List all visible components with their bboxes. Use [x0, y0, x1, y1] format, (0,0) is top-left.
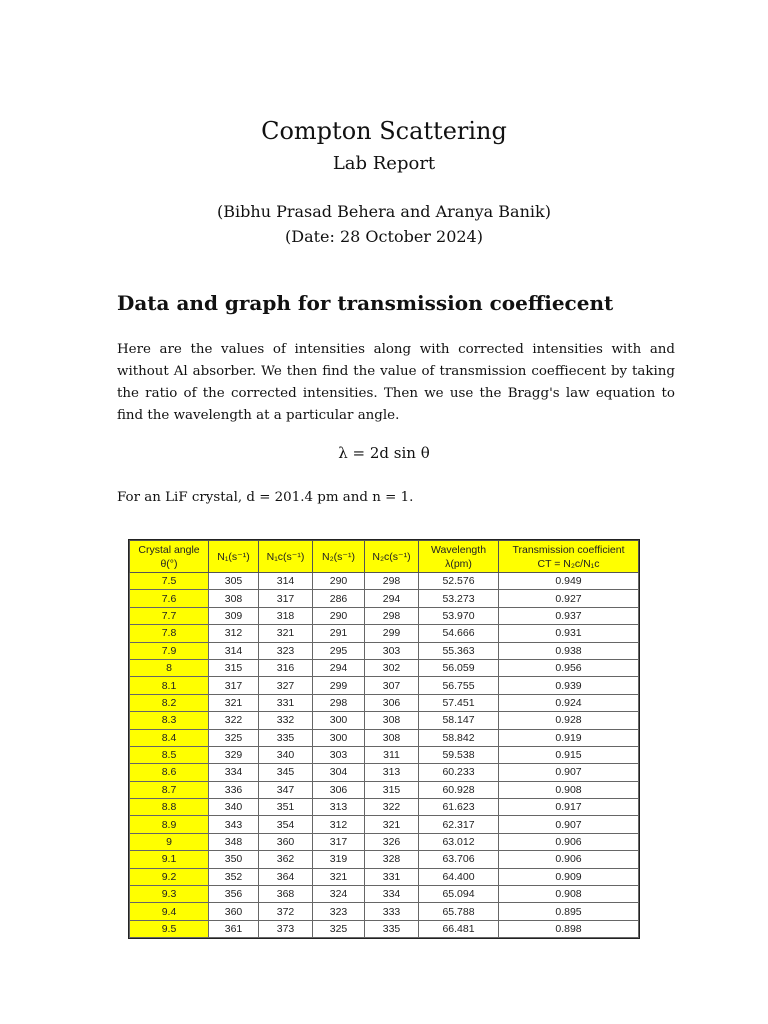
header-wavelength: Wavelength λ(pm)	[419, 541, 499, 573]
cell-angle: 8.6	[130, 764, 209, 781]
cell-angle: 8.7	[130, 781, 209, 798]
table-row	[130, 781, 639, 798]
cell-n1: 305	[209, 573, 259, 590]
table-row	[130, 573, 639, 590]
cell-angle: 9.3	[130, 886, 209, 903]
cell-n1c: 327	[259, 677, 313, 694]
cell-transmission: 0.908	[499, 781, 639, 798]
cell-transmission: 0.917	[499, 799, 639, 816]
table-row	[130, 712, 639, 729]
cell-n1: 325	[209, 729, 259, 746]
cell-wavelength: 56.755	[419, 677, 499, 694]
cell-n2c: 313	[365, 764, 419, 781]
cell-n2: 324	[313, 886, 365, 903]
report-title: Compton Scattering	[261, 117, 507, 145]
report-subtitle: Lab Report	[332, 153, 436, 174]
cell-transmission: 0.919	[499, 729, 639, 746]
cell-n1: 340	[209, 799, 259, 816]
header-n2c: N₂c(s⁻¹)	[365, 541, 419, 573]
table-row	[130, 868, 639, 885]
cell-n2: 323	[313, 903, 365, 920]
table-row	[130, 799, 639, 816]
crystal-note: For an LiF crystal, d = 201.4 pm and n = 1.	[117, 490, 414, 505]
cell-angle: 7.9	[130, 642, 209, 659]
cell-transmission: 0.907	[499, 764, 639, 781]
cell-n1c: 340	[259, 746, 313, 763]
cell-angle: 7.6	[130, 590, 209, 607]
cell-n1c: 354	[259, 816, 313, 833]
cell-n2: 290	[313, 607, 365, 624]
table-row	[130, 625, 639, 642]
cell-n1c: 360	[259, 833, 313, 850]
table-row	[130, 920, 639, 937]
cell-n1c: 362	[259, 851, 313, 868]
table-row	[130, 886, 639, 903]
cell-n1: 314	[209, 642, 259, 659]
cell-angle: 8.1	[130, 677, 209, 694]
cell-wavelength: 61.623	[419, 799, 499, 816]
cell-n2: 321	[313, 868, 365, 885]
cell-wavelength: 53.970	[419, 607, 499, 624]
bragg-equation: λ = 2d sin θ	[338, 444, 430, 462]
data-table	[129, 540, 639, 938]
table-row	[130, 694, 639, 711]
cell-n1: 312	[209, 625, 259, 642]
cell-n2c: 334	[365, 886, 419, 903]
cell-wavelength: 65.788	[419, 903, 499, 920]
cell-transmission: 0.924	[499, 694, 639, 711]
table-row	[130, 659, 639, 676]
cell-wavelength: 65.094	[419, 886, 499, 903]
cell-transmission: 0.956	[499, 659, 639, 676]
cell-n1c: 332	[259, 712, 313, 729]
cell-transmission: 0.907	[499, 816, 639, 833]
cell-n1c: 314	[259, 573, 313, 590]
header-crystal-angle: Crystal angle θ(°)	[130, 541, 209, 573]
intro-paragraph: Here are the values of intensities along with corrected intensities with and without Al absorber. We then find the value of transmission coeffiecent by taking the ratio of the corrected intensities. Then we use the Bragg's law equation to find the wavelength at a particular angle.	[117, 342, 675, 423]
cell-n2: 300	[313, 712, 365, 729]
cell-n2: 294	[313, 659, 365, 676]
cell-n1: 348	[209, 833, 259, 850]
cell-wavelength: 53.273	[419, 590, 499, 607]
cell-transmission: 0.895	[499, 903, 639, 920]
cell-transmission: 0.937	[499, 607, 639, 624]
cell-angle: 8.8	[130, 799, 209, 816]
section-heading: Data and graph for transmission coeffiecent	[117, 291, 614, 315]
table-row	[130, 764, 639, 781]
cell-n2c: 298	[365, 573, 419, 590]
cell-n1c: 316	[259, 659, 313, 676]
header-transmission-coefficient: Transmission coefficient CT = N₂c/N₁c	[499, 541, 639, 573]
cell-n1: 352	[209, 868, 259, 885]
cell-n2c: 294	[365, 590, 419, 607]
cell-n2c: 303	[365, 642, 419, 659]
cell-n2: 298	[313, 694, 365, 711]
table-row	[130, 851, 639, 868]
cell-n1c: 364	[259, 868, 313, 885]
cell-n1: 343	[209, 816, 259, 833]
cell-angle: 9.1	[130, 851, 209, 868]
cell-n2c: 326	[365, 833, 419, 850]
cell-angle: 8.2	[130, 694, 209, 711]
table-body	[130, 573, 639, 938]
cell-angle: 9.4	[130, 903, 209, 920]
cell-wavelength: 63.706	[419, 851, 499, 868]
table-row	[130, 677, 639, 694]
cell-n1c: 321	[259, 625, 313, 642]
cell-n1: 308	[209, 590, 259, 607]
cell-n1: 336	[209, 781, 259, 798]
cell-n1c: 318	[259, 607, 313, 624]
cell-n1: 329	[209, 746, 259, 763]
table-row	[130, 607, 639, 624]
cell-wavelength: 55.363	[419, 642, 499, 659]
cell-n2c: 331	[365, 868, 419, 885]
cell-n2c: 311	[365, 746, 419, 763]
cell-n2: 319	[313, 851, 365, 868]
cell-n1c: 331	[259, 694, 313, 711]
cell-n2: 290	[313, 573, 365, 590]
cell-n2: 312	[313, 816, 365, 833]
cell-wavelength: 58.147	[419, 712, 499, 729]
cell-n2c: 322	[365, 799, 419, 816]
cell-n2: 306	[313, 781, 365, 798]
cell-angle: 9.2	[130, 868, 209, 885]
header-n2: N₂(s⁻¹)	[313, 541, 365, 573]
table-row	[130, 642, 639, 659]
cell-wavelength: 64.400	[419, 868, 499, 885]
cell-n1c: 373	[259, 920, 313, 937]
cell-n2: 317	[313, 833, 365, 850]
cell-n2: 304	[313, 764, 365, 781]
cell-n2c: 308	[365, 729, 419, 746]
cell-angle: 8.9	[130, 816, 209, 833]
cell-n1: 309	[209, 607, 259, 624]
cell-angle: 8.4	[130, 729, 209, 746]
authors-line: (Bibhu Prasad Behera and Aranya Banik)	[217, 202, 551, 221]
cell-n1c: 347	[259, 781, 313, 798]
cell-wavelength: 54.666	[419, 625, 499, 642]
cell-n1c: 323	[259, 642, 313, 659]
cell-transmission: 0.906	[499, 851, 639, 868]
cell-angle: 8.3	[130, 712, 209, 729]
cell-angle: 7.7	[130, 607, 209, 624]
cell-angle: 7.8	[130, 625, 209, 642]
cell-transmission: 0.928	[499, 712, 639, 729]
cell-n1: 350	[209, 851, 259, 868]
cell-n1c: 317	[259, 590, 313, 607]
cell-wavelength: 56.059	[419, 659, 499, 676]
cell-angle: 9	[130, 833, 209, 850]
cell-transmission: 0.927	[499, 590, 639, 607]
cell-wavelength: 60.928	[419, 781, 499, 798]
cell-n2: 313	[313, 799, 365, 816]
cell-n1c: 351	[259, 799, 313, 816]
cell-n2c: 302	[365, 659, 419, 676]
cell-n2: 291	[313, 625, 365, 642]
cell-n2: 295	[313, 642, 365, 659]
cell-wavelength: 63.012	[419, 833, 499, 850]
cell-n2c: 308	[365, 712, 419, 729]
cell-n2c: 321	[365, 816, 419, 833]
cell-n2c: 328	[365, 851, 419, 868]
cell-transmission: 0.898	[499, 920, 639, 937]
cell-n1c: 345	[259, 764, 313, 781]
cell-angle: 7.5	[130, 573, 209, 590]
cell-n1: 361	[209, 920, 259, 937]
table-row	[130, 590, 639, 607]
table-row	[130, 903, 639, 920]
cell-transmission: 0.915	[499, 746, 639, 763]
date-line: (Date: 28 October 2024)	[285, 227, 483, 246]
header-n1: N₁(s⁻¹)	[209, 541, 259, 573]
table-row	[130, 746, 639, 763]
cell-n1: 356	[209, 886, 259, 903]
cell-wavelength: 58.842	[419, 729, 499, 746]
cell-wavelength: 52.576	[419, 573, 499, 590]
cell-transmission: 0.931	[499, 625, 639, 642]
cell-n2c: 306	[365, 694, 419, 711]
cell-wavelength: 59.538	[419, 746, 499, 763]
cell-wavelength: 57.451	[419, 694, 499, 711]
cell-wavelength: 66.481	[419, 920, 499, 937]
cell-n1: 321	[209, 694, 259, 711]
cell-angle: 8	[130, 659, 209, 676]
table-row	[130, 833, 639, 850]
header-n1c: N₁c(s⁻¹)	[259, 541, 313, 573]
cell-transmission: 0.908	[499, 886, 639, 903]
cell-transmission: 0.909	[499, 868, 639, 885]
cell-n2: 325	[313, 920, 365, 937]
cell-n1c: 372	[259, 903, 313, 920]
cell-n2: 286	[313, 590, 365, 607]
table-row	[130, 816, 639, 833]
cell-wavelength: 62.317	[419, 816, 499, 833]
cell-n2c: 307	[365, 677, 419, 694]
cell-n2: 300	[313, 729, 365, 746]
cell-n2c: 298	[365, 607, 419, 624]
cell-n1: 317	[209, 677, 259, 694]
cell-n1: 322	[209, 712, 259, 729]
cell-wavelength: 60.233	[419, 764, 499, 781]
table-row	[130, 729, 639, 746]
cell-transmission: 0.949	[499, 573, 639, 590]
cell-n1: 360	[209, 903, 259, 920]
cell-n2c: 335	[365, 920, 419, 937]
cell-n2c: 333	[365, 903, 419, 920]
cell-transmission: 0.939	[499, 677, 639, 694]
cell-transmission: 0.938	[499, 642, 639, 659]
cell-n1: 334	[209, 764, 259, 781]
cell-n2: 303	[313, 746, 365, 763]
cell-n2: 299	[313, 677, 365, 694]
cell-transmission: 0.906	[499, 833, 639, 850]
cell-angle: 8.5	[130, 746, 209, 763]
cell-n2c: 299	[365, 625, 419, 642]
table-header-row	[130, 541, 639, 573]
cell-n2c: 315	[365, 781, 419, 798]
cell-angle: 9.5	[130, 920, 209, 937]
cell-n1c: 335	[259, 729, 313, 746]
cell-n1: 315	[209, 659, 259, 676]
cell-n1c: 368	[259, 886, 313, 903]
